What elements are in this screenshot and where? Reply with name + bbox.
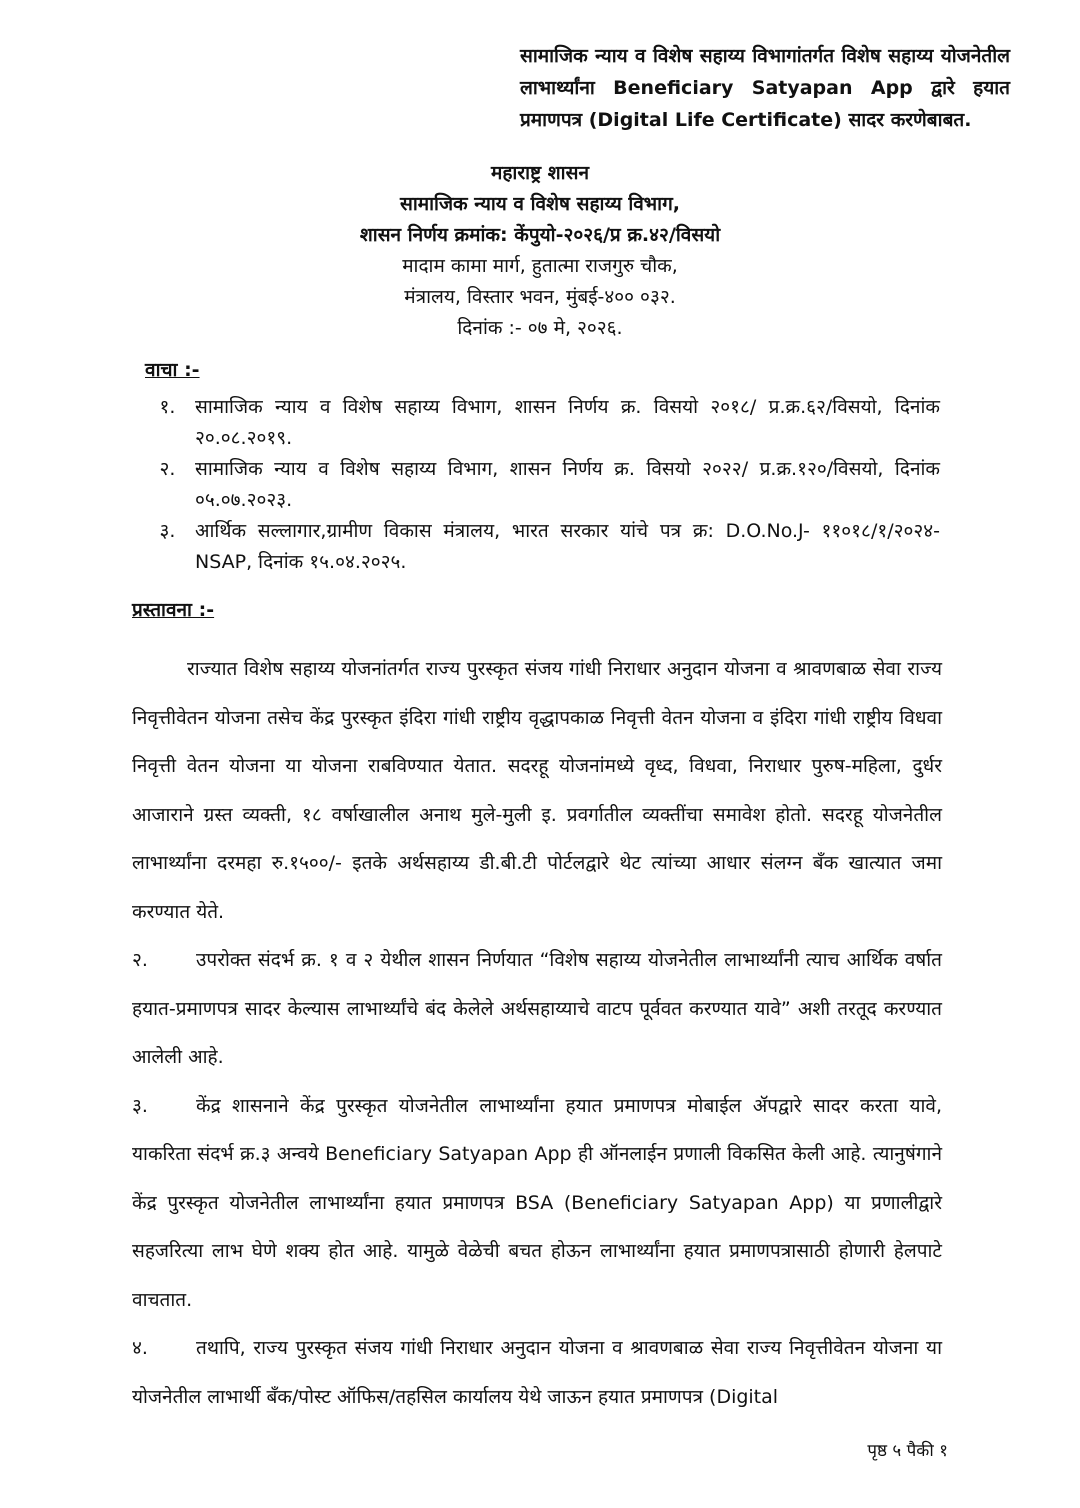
- paragraph-number: ३.: [132, 1094, 148, 1117]
- paragraph: [132, 645, 942, 936]
- address-line-2: मंत्रालय, विस्तार भवन, मुंबई-४०० ०३२.: [404, 286, 676, 308]
- reference-number: २.: [159, 458, 176, 480]
- reference-number: ३.: [159, 520, 176, 542]
- reference-item: [140, 392, 940, 454]
- address-line-1: मादाम कामा मार्ग, हुतात्मा राजगुरु चौक,: [402, 255, 678, 277]
- document-date: दिनांक :- ०७ मे, २०२६.: [457, 317, 623, 339]
- document-subject: सामाजिक न्याय व विशेष सहाय्य विभागांतर्गत विशेष सहाय्य योजनेतील लाभार्थ्यांना Beneficiary Satyapan App द्वारे हयात प्रमाणपत्र (Digital Life Certificate) सादर करणेबाबत.: [520, 45, 1010, 131]
- paragraph-number: ४.: [132, 1337, 148, 1359]
- introduction-heading: प्रस्तावना :-: [132, 599, 215, 621]
- paragraph: [132, 1324, 942, 1421]
- reference-list: [140, 392, 940, 578]
- paragraph-text: केंद्र शासनाने केंद्र पुरस्कृत योजनेतील लाभार्थ्यांना हयात प्रमाणपत्र मोबाईल ॲपद्वारे सादर करता यावे, याकरिता संदर्भ क्र.३ अन्वये Beneficiary Satyapan App ही ऑनलाईन प्रणाली विकसित केली आहे. त्यानुषंगाने केंद्र पुरस्कृत योजनेतील लाभार्थ्यांना हयात प्रमाणपत्र BSA (Beneficiary Satyapan App) या प्रणालीद्वारे सहजरित्या लाभ घेणे शक्य होत आहे. यामुळे वेळेची बचत होऊन लाभार्थ्यांना हयात प्रमाणपत्रासाठी होणारी हेलपाटे वाचतात.: [132, 1094, 942, 1311]
- paragraph-number: २.: [132, 949, 148, 971]
- paragraph: [132, 936, 942, 1082]
- document-body: [132, 645, 942, 1421]
- paragraph: [132, 1082, 942, 1325]
- reference-text: सामाजिक न्याय व विशेष सहाय्य विभाग, शासन निर्णय क्र. विसयो २०१८/ प्र.क्र.६२/विसयो, दिनांक २०.०८.२०१९.: [195, 396, 940, 449]
- paragraph-text: उपरोक्त संदर्भ क्र. १ व २ येथील शासन निर्णयात “विशेष सहाय्य योजनेतील लाभार्थ्यांनी त्याच आर्थिक वर्षात हयात-प्रमाणपत्र सादर केल्यास लाभार्थ्यांचे बंद केलेले अर्थसहाय्याचे वाटप पूर्ववत करण्यात यावे” अशी तरतूद करण्यात आलेली आहे.: [132, 949, 942, 1068]
- reference-text: सामाजिक न्याय व विशेष सहाय्य विभाग, शासन निर्णय क्र. विसयो २०२२/ प्र.क्र.१२०/विसयो, दिनांक ०५.०७.२०२३.: [195, 458, 940, 511]
- reference-number: १.: [159, 396, 176, 418]
- read-heading: वाचा :-: [145, 359, 200, 381]
- document-header: [200, 158, 880, 344]
- paragraph-text: राज्यात विशेष सहाय्य योजनांतर्गत राज्य पुरस्कृत संजय गांधी निराधार अनुदान योजना व श्रावणबाळ सेवा राज्य निवृत्तीवेतन योजना तसेच केंद्र पुरस्कृत इंदिरा गांधी राष्ट्रीय वृद्धापकाळ निवृत्ती वेतन योजना व इंदिरा गांधी राष्ट्रीय विधवा निवृत्ती वेतन योजना या योजना राबविण्यात येतात. सदरहू योजनांमध्ये वृध्द, विधवा, निराधार पुरुष-महिला, दुर्धर आजाराने ग्रस्त व्यक्ती, १८ वर्षाखालील अनाथ मुले-मुली इ. प्रवर्गातील व्यक्तींचा समावेश होतो. सदरहू योजनेतील लाभार्थ्यांना दरमहा रु.१५००/- इतके अर्थसहाय्य डी.बी.टी पोर्टलद्वारे थेट त्यांच्या आधार संलग्न बँक खात्यात जमा करण्यात येते.: [132, 658, 942, 923]
- reference-item: [140, 454, 940, 516]
- government-name: महाराष्ट्र शासन: [490, 162, 589, 184]
- reference-item: [140, 516, 940, 578]
- gr-number: शासन निर्णय क्रमांक: केंपुयो-२०२६/प्र क्र.४२/विसयो: [359, 224, 721, 246]
- paragraph-text: तथापि, राज्य पुरस्कृत संजय गांधी निराधार अनुदान योजना व श्रावणबाळ सेवा राज्य निवृत्तीवेतन योजना या योजनेतील लाभार्थी बँक/पोस्ट ऑफिस/तहसिल कार्यालय येथे जाऊन हयात प्रमाणपत्र (Digital: [132, 1337, 942, 1408]
- department-name: सामाजिक न्याय व विशेष सहाय्य विभाग,: [399, 193, 681, 215]
- reference-text: आर्थिक सल्लागार,ग्रामीण विकास मंत्रालय, भारत सरकार यांचे पत्र क्र: D.O.No.J- ११०१८/१/२०२४-NSAP, दिनांक १५.०४.२०२५.: [195, 520, 940, 573]
- page-number: पृष्ठ ५ पैकी १: [867, 1441, 948, 1461]
